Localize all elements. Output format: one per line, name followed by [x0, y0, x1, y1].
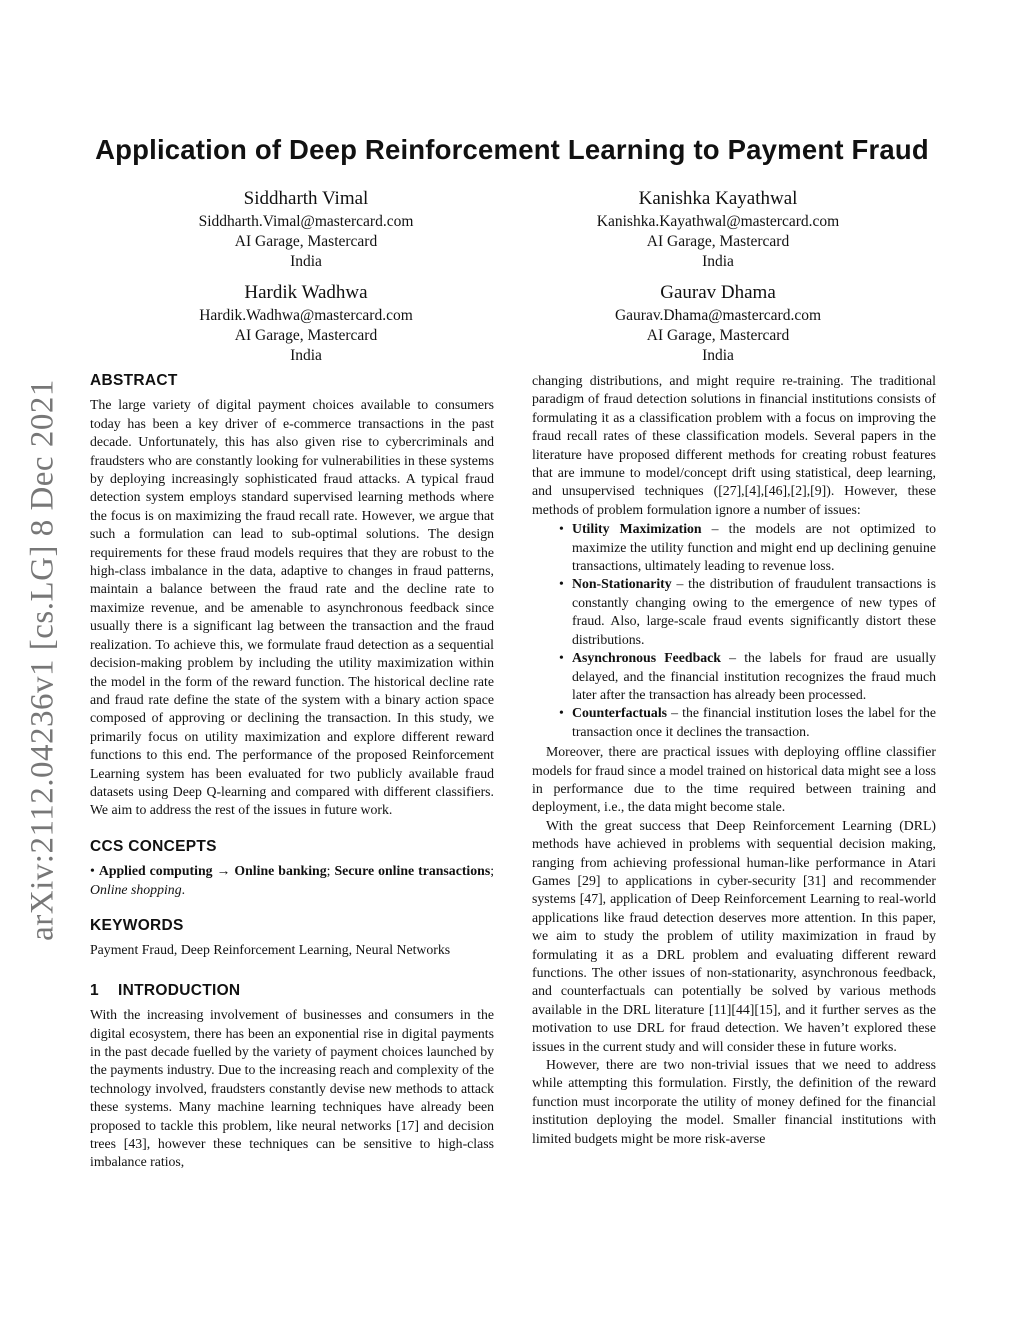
author-name: Siddharth Vimal [243, 188, 369, 209]
ccs-heading: CCS CONCEPTS [90, 837, 217, 855]
abstract-text: The large variety of digital payment choices available to consumers today has been a key driver of e-commerce transactions in the past decade. Unfortunately, this has also given rise to cybercriminals and fraudsters who are constantly looking for vulnerabilities in these systems by deploying increasingly sophisticated fraud attacks. A typical fraud detection system employs standard supervised learning methods where the focus is on maximizing the fraud recall rate. However, we argue that such a formulation can lead to sub-optimal solutions. The design requirements for these fraud models requires that they are robust to the high-class imbalance in the data, adaptive to changes in fraud patterns, maintain a balance between the fraud rate and the decline rate to maximize revenue, and be amenable to asynchronous feedback since usually there is a significant lag between the transaction and the fraud realization. To achieve this, we formulate fraud detection as a sequential decision-making problem by including the utility maximization within the model in the form of the reward function. The historical decline rate and fraud rate define the state of the system with a binary action space composed of approving or declining the transaction. In this study, we primarily focus on utility maximization and explore different reward functions to this end. The performance of the proposed Reinforcement Learning system has been evaluated for two publicly available fraud datasets using Deep Q-learning and compared with different classifiers. We aim to address the rest of the issues in future work. [90, 397, 494, 818]
author-block-3 [96, 280, 516, 366]
author-block-2 [508, 186, 928, 272]
intro-paragraph-4: However, there are two non-trivial issues that we need to address while attempting this formulation. Firstly, the definition of the reward function must incorporate the utility of money defined for the financial institution deploying the model. Smaller financial institutions with limited budgets might be more risk-averse [532, 1057, 936, 1146]
author-country: India [702, 347, 734, 364]
author-name: Kanishka Kayathwal [638, 188, 798, 209]
list-item: • Non-Stationarity – the distribution of fraudulent transactions is constantly changing owing to the emergence of new types of fraud. Also, large-scale fraud events significantly distort these distributions. [572, 575, 936, 649]
left-column [90, 372, 494, 1172]
author-email: Siddharth.Vimal@mastercard.com [198, 213, 414, 230]
abstract-heading: ABSTRACT [90, 372, 178, 389]
list-item: • Utility Maximization – the models are not optimized to maximize the utility function and might end up declining genuine transactions, ultimately leading to revenue loss. [572, 520, 936, 575]
author-name: Gaurav Dhama [660, 282, 776, 303]
author-affiliation: AI Garage, Mastercard [646, 327, 790, 344]
paper-title: Application of Deep Reinforcement Learning to Payment Fraud [95, 134, 929, 165]
author-name: Hardik Wadhwa [244, 282, 368, 303]
author-affiliation: AI Garage, Mastercard [234, 233, 378, 250]
right-column [532, 372, 936, 1148]
intro-paragraph-1-continued: changing distributions, and might require re-training. The traditional paradigm of fraud detection solutions in financial institutions consists of formulating it as a classification problem with a focus on improving the fraud recall rates of these classification models. Several papers in the literature have proposed different methods for creating robust features that are immune to model/concept drift using statistical, deep learning, and unsupervised techniques ([27],[4],[46],[2],[9]). However, these methods of problem formulation ignore a number of issues: [532, 373, 936, 517]
arxiv-stamp [18, 360, 68, 960]
author-affiliation: AI Garage, Mastercard [646, 233, 790, 250]
arxiv-stamp-text: arXiv:2112.04236v1 [cs.LG] 8 Dec 2021 [24, 379, 61, 941]
intro-heading: 1 INTRODUCTION [90, 981, 241, 999]
author-affiliation: AI Garage, Mastercard [234, 327, 378, 344]
author-email: Gaurav.Dhama@mastercard.com [614, 307, 822, 324]
ccs-concepts: • Applied computing → Online banking; Secure online transactions; Online shopping. [90, 863, 495, 897]
author-country: India [702, 253, 734, 270]
intro-paragraph-3: With the great success that Deep Reinforcement Learning (DRL) methods have achieved in problems with sequential decision making, ranging from achieving professional human-like performance in Atari Games [29] to applications in cyber-security [31] and recommender systems [47], application of Deep Reinforcement Learning to real-world applications like fraud detection deserves more attention. In this paper, we aim to study the problem of utility maximization in fraud by formulating it as a DRL problem and evaluating different reward functions. The other issues of non-stationarity, asynchronous feedback, and counterfactuals can potentially be solved by various methods available in the DRL literature [11][44][15], and it further serves as the motivation to use DRL for fraud detection. We haven’t explored these issues in the current study and will consider these in future works. [532, 817, 936, 1054]
author-block-1 [96, 186, 516, 272]
author-email: Kanishka.Kayathwal@mastercard.com [596, 213, 840, 230]
issues-list [532, 520, 936, 741]
intro-paragraph-1: With the increasing involvement of businesses and consumers in the digital ecosystem, there has been an exponential rise in digital payments in the past decade fuelled by the variety of payment choices launched by the payments industry. Due to the increasing reach and complexity of the technology involved, fraudsters constantly devise new methods to attack these systems. Many machine learning techniques have already been proposed to tackle this problem, like neural networks [17] and decision trees [43], however these techniques can be sensitive to high-class imbalance ratios, [90, 1007, 494, 1170]
intro-paragraph-2: Moreover, there are practical issues with deploying offline classifier models for fraud since a model trained on historical data might see a loss in performance due to the time required between training and deployment, i.e., the data might become stale. [532, 744, 936, 815]
author-block-4 [508, 280, 928, 366]
keywords-text: Payment Fraud, Deep Reinforcement Learning, Neural Networks [90, 942, 451, 958]
keywords-heading: KEYWORDS [90, 916, 184, 934]
author-country: India [290, 253, 322, 270]
author-email: Hardik.Wadhwa@mastercard.com [199, 307, 413, 324]
list-item: • Asynchronous Feedback – the labels for fraud are usually delayed, and the financial institution recognizes the fraud much later after the transaction has already been processed. [572, 649, 936, 704]
list-item: • Counterfactuals – the financial institution loses the label for the transaction once it declines the transaction. [572, 704, 936, 741]
author-country: India [290, 347, 322, 364]
